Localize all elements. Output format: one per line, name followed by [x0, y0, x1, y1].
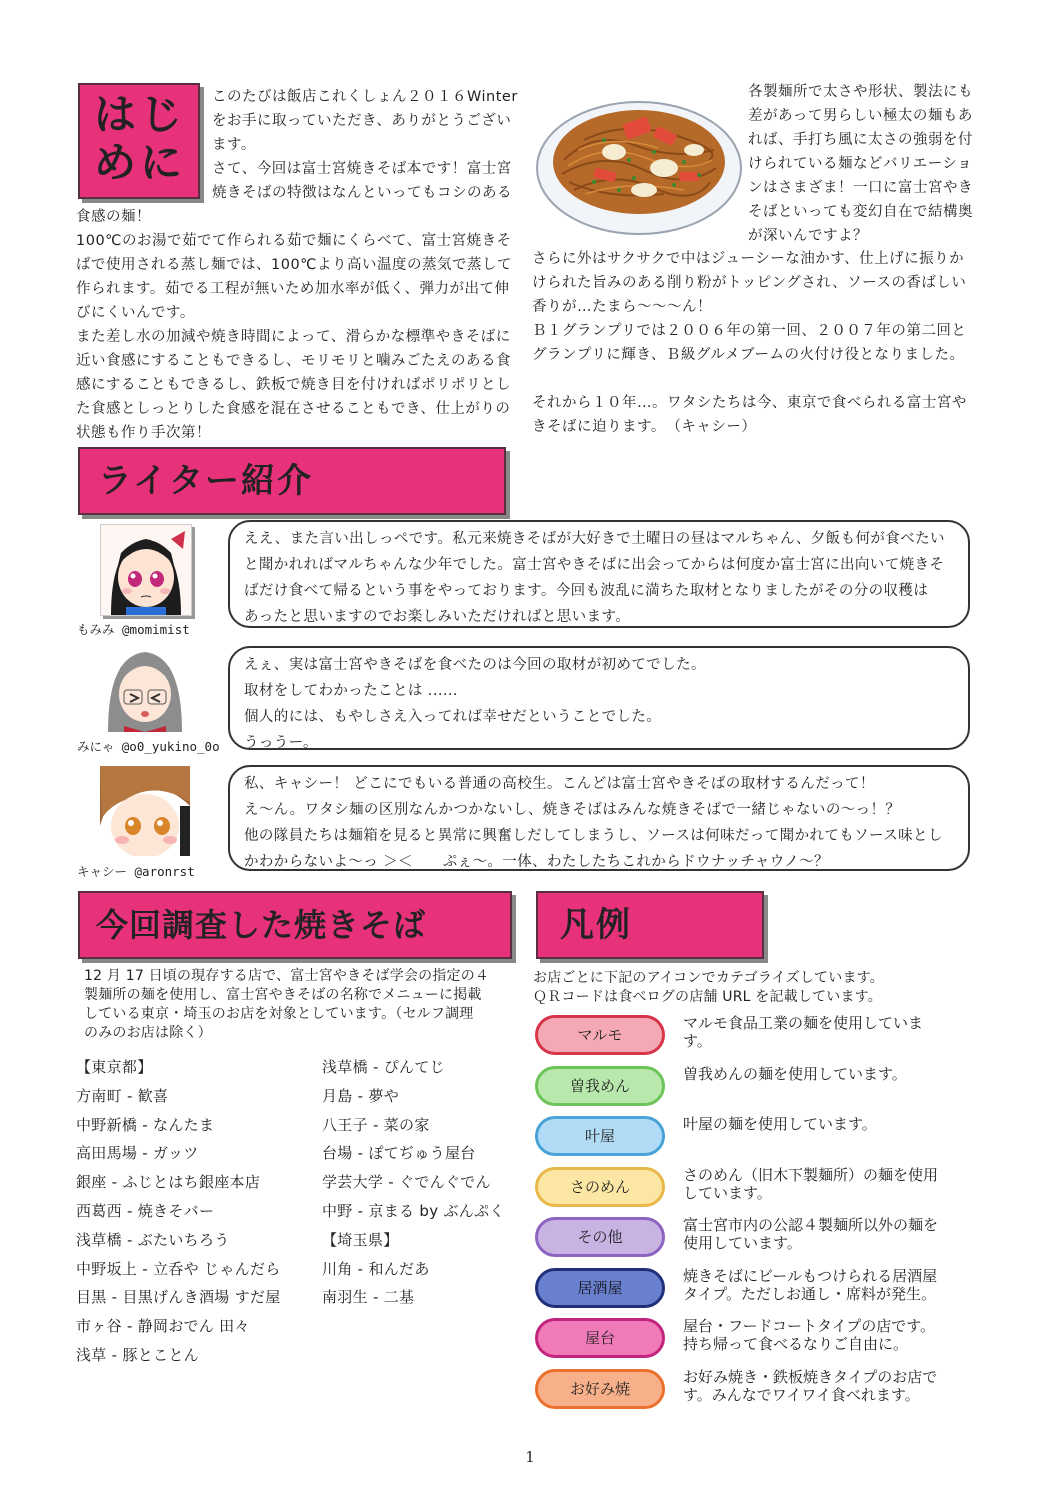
shop-list-column-1 — [76, 1053, 316, 1370]
intro-line: 作られます。茹でる工程が無いため加水率が低く、弾力が出て伸 — [76, 281, 510, 297]
comment-line: 他の隊員たちは麺箱を見ると異常に興奮しだしてしまうし、ソースは何味だって聞かれてもソース味とし — [244, 828, 943, 844]
comment-line: えぇ、実は富士宮やきそばを食べたのは今回の取材が初めてでした。 — [244, 657, 706, 673]
intro-line: びにくいんです。 — [76, 305, 195, 321]
legend-row — [533, 1316, 983, 1362]
legend-description — [533, 969, 983, 1007]
shop-list-item: 銀座 - ふじとはち銀座本店 — [76, 1173, 261, 1192]
intro-line: をお手に取っていただき、ありがとうござい — [212, 113, 512, 129]
intro-line: それから１０年…。ワタシたちは今、東京で食べられる富士宮や — [532, 395, 967, 411]
shop-list-item: 浅草橋 - ぴんてじ — [322, 1058, 445, 1076]
intro-line: 各製麺所で太さや形状、製法にも — [748, 84, 973, 100]
intro-line: そばといっても変幻自在で結構奥 — [748, 204, 973, 220]
writer-comment-bubble — [228, 520, 970, 628]
intro-line: さて、今回は富士宮焼きそば本です！富士宮 — [212, 161, 512, 177]
shop-list-item: 方南町 - 歓喜 — [76, 1086, 169, 1105]
legend-description-text — [683, 1014, 978, 1050]
survey-description — [84, 967, 514, 1043]
category-badge: マルモ — [535, 1015, 665, 1055]
legend-row — [533, 1266, 983, 1312]
writer-handle: キャシー @aronrst — [77, 864, 195, 879]
intro-line: 近い食感にすることもできるし、モリモリと噛みごたえのある食 — [76, 353, 511, 369]
intro-line: さらに外はサクサクで中はジューシーな油かす、仕上げに振りか — [532, 251, 965, 267]
legend-row — [533, 1165, 983, 1211]
shop-list-item: 浅草 - 豚とことん — [76, 1345, 199, 1364]
shop-list-item: 市ヶ谷 - 静岡おでん 田々 — [76, 1317, 250, 1336]
legend-desc-line: ＱＲコードは食べログの店舗 URL を記載しています。 — [533, 989, 882, 1005]
intro-text-beside-heading — [212, 85, 522, 205]
intro-line: が深いんですよ？ — [748, 228, 868, 244]
intro-line: 香りが…たまら〜〜〜ん！ — [532, 299, 712, 315]
survey-heading: 今回調査した焼きそば — [96, 906, 427, 944]
category-badge: その他 — [535, 1217, 665, 1257]
survey-desc-line: 製麺所の麺を使用し、富士宮やきそばの名称でメニューに掲載 — [84, 987, 482, 1003]
comment-line: 個人的には、もやしさえ入ってれば幸せだということでした。 — [244, 709, 662, 725]
intro-heading-line2: めに — [94, 138, 187, 187]
category-badge: 屋台 — [535, 1318, 665, 1358]
legend-desc-line: す。 — [683, 1032, 712, 1050]
legend-desc-line: お店ごとに下記のアイコンでカテゴライズしています。 — [533, 970, 884, 986]
survey-desc-line: 12 月 17 日頃の現存する店で、富士宮やきそば学会の指定の４ — [84, 968, 490, 984]
legend-desc-line: 屋台・フードコートタイプの店です。 — [683, 1317, 936, 1335]
girl-avatar-icon — [100, 642, 190, 732]
writer-comment-bubble — [228, 646, 970, 750]
page-number: 1 — [525, 1448, 535, 1466]
legend-row — [533, 1013, 983, 1059]
shop-list-item: 台場 - ぽてぢゅう屋台 — [322, 1144, 476, 1163]
shop-list-column-2 — [322, 1053, 532, 1312]
girl-avatar-icon — [101, 525, 191, 615]
writer-handle: もみみ @momimist — [77, 622, 190, 637]
shop-list-item: 中野 - 京まる by ぶんぷく — [322, 1201, 505, 1220]
intro-line: た食感としっとりした食感を混在させることもでき、仕上がりの — [76, 401, 511, 417]
legend-desc-line: 曽我めんの麺を使用しています。 — [683, 1064, 907, 1083]
shop-list-item: 【埼玉県】 — [322, 1230, 399, 1249]
legend-desc-line: 使用しています。 — [683, 1234, 802, 1252]
intro-text-right-column — [532, 247, 982, 439]
legend-desc-line: 富士宮市内の公認４製麺所以外の麺を — [683, 1216, 939, 1234]
comment-line: と聞かれればマルちゃんな少年でした。富士宮やきそばに出会ってからは何度か富士宮に出向いて焼きそ — [244, 557, 945, 573]
intro-line: れば、手打ち風に太さの強弱を付 — [748, 132, 973, 148]
intro-line: 焼きそばの特徴はなんといってもコシのある — [212, 185, 512, 201]
legend-description-text — [683, 1216, 978, 1252]
legend-desc-line: 持ち帰って食べるなりご自由に。 — [683, 1335, 909, 1353]
avatar — [100, 766, 190, 856]
category-badge: 叶屋 — [535, 1116, 665, 1156]
shop-list-item: 南羽生 - 二基 — [322, 1288, 415, 1307]
shop-list-item: 【東京都】 — [76, 1058, 153, 1076]
legend-row — [533, 1114, 983, 1160]
legend-desc-line: マルモ食品工業の麺を使用していま — [683, 1014, 924, 1032]
intro-line: 差があって男らしい極太の麺もあ — [748, 108, 973, 124]
legend-description-text — [683, 1317, 978, 1353]
intro-line: Ｂ１グランプリでは２００６年の第一回、２００７年の第二回と — [532, 323, 967, 339]
legend-row — [533, 1064, 983, 1110]
intro-line: 食感の麺！ — [76, 209, 151, 225]
shop-list-item: 月島 - 夢や — [322, 1086, 400, 1105]
comment-line: かわからないよ〜っ ＞＜ ぷぇ〜。一体、わたしたちこれからドウナッチャウノ〜？ — [244, 854, 829, 870]
legend-desc-line: 焼きそばにビールもつけられる居酒屋 — [683, 1266, 938, 1285]
legend-description-text — [683, 1115, 978, 1133]
legend-desc-line: す。みんなでワイワイ食べれます。 — [683, 1385, 920, 1404]
intro-heading-line1: はじ — [94, 90, 187, 139]
shop-list-item: 目黒 - 目黒げんき酒場 すだ屋 — [76, 1288, 281, 1307]
girl-avatar-icon — [100, 766, 190, 856]
intro-line: ばで使用される蒸し麺では、100℃より高い温度の蒸気で蒸して — [76, 257, 512, 273]
category-badge: お好み焼 — [535, 1369, 665, 1409]
intro-line — [532, 367, 982, 391]
writers-heading: ライター紹介 — [98, 461, 313, 501]
legend-description-text — [683, 1267, 978, 1303]
shop-list-item: 中野坂上 - 立呑や じゃんだら — [76, 1259, 281, 1278]
category-badge: 居酒屋 — [535, 1268, 665, 1308]
writer-handle: みにゃ @o0_yukino_0o — [77, 739, 220, 754]
legend-row — [533, 1367, 983, 1413]
intro-line: 100℃のお湯で茹でて作られる茹で麺にくらべて、富士宮焼きそ — [76, 233, 512, 249]
comment-line: ええ、また言い出しっぺです。私元来焼きそばが大好きで土曜日の昼はマルちゃん、夕飯も何が食べたい — [244, 531, 945, 547]
legend-desc-line: タイプ。ただしお通し・席料が発生。 — [683, 1284, 937, 1303]
legend-row — [533, 1215, 983, 1261]
comment-line: 取材をしてわかったことは ...... — [244, 683, 458, 699]
intro-line: ンはさまざま！一口に富士宮やき — [748, 180, 973, 196]
avatar — [100, 524, 192, 616]
intro-text-left-column — [76, 205, 526, 445]
intro-line: けられている麺などバリエーショ — [748, 156, 973, 172]
comment-line: 私、キャシー！ どこにでもいる普通の高校生。こんどは富士宮やきそばの取材するんだって！ — [244, 776, 875, 792]
intro-line: 状態も作り手次第！ — [76, 425, 211, 441]
legend-heading-box — [536, 891, 764, 959]
intro-line: グランプリに輝き、Ｂ級グルメブームの火付け役となりました。 — [532, 347, 965, 363]
shop-list-item: 川角 - 和んだあ — [322, 1259, 430, 1278]
shop-list-item: 高田馬場 - ガッツ — [76, 1144, 199, 1163]
shop-list-item: 中野新橋 - なんたま — [76, 1115, 215, 1134]
legend-desc-line: お好み焼き・鉄板焼きタイプのお店で — [683, 1367, 938, 1386]
avatar — [100, 642, 190, 732]
shop-list-item: 学芸大学 - ぐでんぐでん — [322, 1173, 491, 1192]
yakisoba-plate-illustration — [534, 90, 744, 240]
comment-line: うっうー。 — [244, 735, 318, 751]
comment-line: ばだけ食べて帰るという事をやっております。今回も波乱に満ちた取材となりましたがその分の収穫は — [244, 583, 929, 599]
legend-desc-line: しています。 — [683, 1183, 772, 1202]
legend-description-text — [683, 1065, 978, 1083]
category-badge: さのめん — [535, 1167, 665, 1207]
shop-list-item: 八王子 - 菜の家 — [322, 1115, 430, 1134]
intro-line: きそばに迫ります。 （キャシー） — [532, 419, 757, 435]
intro-line: このたびは飯店これくしょん２０１６Winter — [212, 89, 518, 105]
comment-line: あったと思いますのでお楽しみいただければと思います。 — [244, 609, 631, 625]
intro-text-right-narrow — [748, 80, 988, 248]
category-badge: 曽我めん — [535, 1066, 665, 1106]
intro-line: ます。 — [212, 137, 256, 153]
intro-line: けられた旨みのある削り粉がトッピングされ、ソースの香ばしい — [532, 275, 967, 291]
legend-description-text — [683, 1166, 978, 1202]
shop-list-item: 浅草橋 - ぶたいちろう — [76, 1230, 230, 1249]
legend-desc-line: 叶屋の麺を使用しています。 — [683, 1115, 877, 1133]
survey-desc-line: している東京・埼玉のお店を対象としています。（セルフ調理 — [84, 1006, 474, 1022]
comment-line: え〜ん。ワタシ麺の区別なんかつかないし、焼きそばはみんな焼きそばで一緒じゃないの〜っ！？ — [244, 802, 901, 818]
intro-heading-box — [78, 83, 200, 199]
shop-list-item: 西葛西 - 焼きそバー — [76, 1201, 215, 1220]
intro-line: また差し水の加減や焼き時間によって、滑らかな標準やきそばに — [76, 329, 511, 345]
writers-heading-box — [78, 447, 506, 515]
legend-description-text — [683, 1368, 978, 1404]
survey-desc-line: のみのお店は除く） — [84, 1025, 212, 1041]
writer-comment-bubble — [228, 765, 970, 871]
legend-desc-line: さのめん（旧木下製麺所）の麺を使用 — [683, 1165, 939, 1184]
legend-heading: 凡例 — [560, 905, 632, 945]
survey-heading-box — [78, 891, 512, 959]
intro-line: 感にすることもできるし、鉄板で焼き目を付ければポリポリとし — [76, 377, 511, 393]
